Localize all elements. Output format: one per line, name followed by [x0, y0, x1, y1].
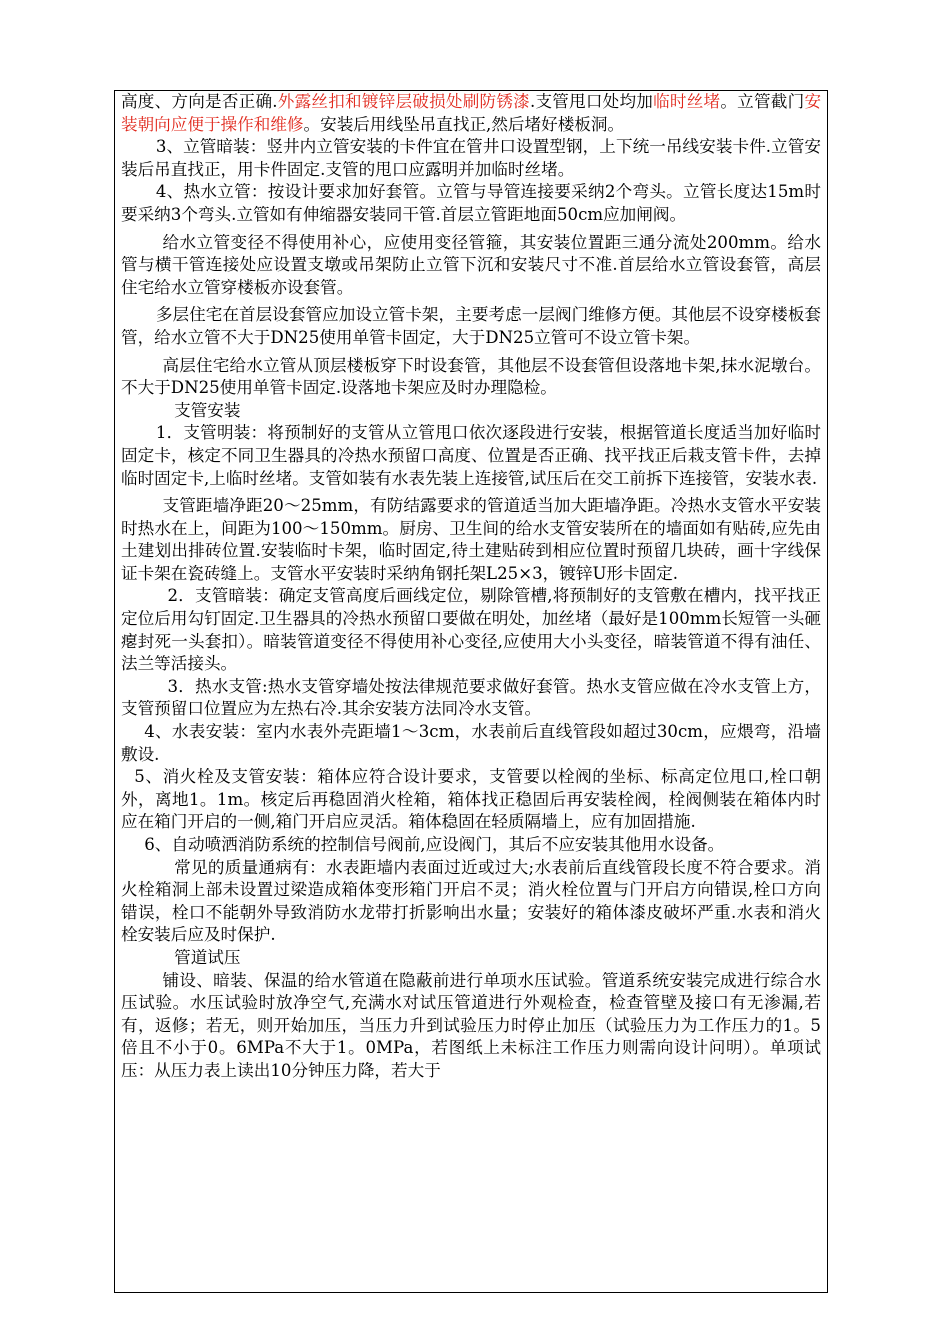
paragraph-common-defects: 常见的质量通病有：水表距墙内表面过近或过大;水表前后直线管段长度不符合要求。消火栓箱洞上部未设置过梁造成箱体变形箱门开启不灵；消火栓位置与门开启方向错误,栓口方向错误，栓口不能朝外导致消防水龙带打折影响出水量；安装好的箱体漆皮破坏严重.水表和消火栓安装后应及时保护. [121, 857, 821, 945]
text-segment: 。立管截门 [720, 92, 805, 111]
highlight-rust-paint: 外露丝扣和镀锌层破损处刷防锈漆 [277, 92, 530, 111]
heading-branch-install: 支管安装 [174, 400, 241, 420]
paragraph-branch-clearance: 支管距墙净距20～25mm，有防结露要求的管道适当加大距墙净距。冷热水支管水平安装时热水在上，间距为100～150mm。厨房、卫生间的给水支管安装所在的墙面如有贴砖,应先由土建划出排砖位置.安装临时卡架，临时固定,待土建贴砖到相应位置时预留几块砖，画十字线保证卡架在瓷砖缝上。支管水平安装时采纳角钢托架L25×3，镀锌U形卡固定. [121, 496, 821, 583]
paragraph-meter-install: 4、水表安装：室内水表外壳距墙1～3cm，水表前后直线管段如超过30cm，应煨弯，沿墙敷设. [121, 722, 821, 764]
highlight-valve-orientation: 安装朝向应便于操作和维修 [121, 92, 822, 134]
document-body [121, 91, 821, 1083]
text-segment: .支管甩口处均加 [529, 92, 654, 111]
page-frame [114, 90, 828, 1293]
paragraph-exposed-branch: 1．支管明装：将预制好的支管从立管甩口依次逐段进行安装，根据管道长度适当加好临时固定卡，核定不同卫生器具的冷热水预留口高度、位置是否正确、找平找正后栽支管卡件，去掉临时固定卡,上临时丝堵。支管如装有水表先装上连接管,试压后在交工前拆下连接管，安装水表. [121, 423, 821, 488]
text-segment: 。安装后用线坠吊直找正,然后堵好楼板洞。 [303, 114, 625, 134]
paragraph-highrise-sleeve: 高层住宅给水立管从顶层楼板穿下时设套管，其他层不设套管但设落地卡架,抹水泥墩台。不大于DN25使用单管卡固定.设落地卡架应及时办理隐检。 [121, 355, 821, 398]
paragraph-hot-water-riser: 4、热水立管：按设计要求加好套管。立管与导管连接要采纳2个弯头。立管长度达15m时要采纳3个弯头.立管如有伸缩器安装同干管.首层立管距地面50cm应加闸阀。 [121, 182, 821, 224]
paragraph-pressure-test: 铺设、暗装、保温的给水管道在隐蔽前进行单项水压试验。管道系统安装完成进行综合水压试验。水压试验时放净空气,充满水对试压管道进行外观检查，检查管壁及接口有无渗漏,若有，返修；若无，则开始加压，当压力升到试验压力时停止加压（试验压力为工作压力的1。5倍且不小于0。6MPa不大于1。0MPa，若图纸上未标注工作压力则需向设计问明）。单项试压：从压力表上读出10分钟压力降，若大于 [121, 970, 821, 1080]
text-segment: 高度、方向是否正确. [121, 92, 278, 111]
highlight-temp-plug: 临时丝堵 [653, 92, 721, 111]
paragraph-concealed-branch: 2．支管暗装：确定支管高度后画线定位，剔除管槽,将预制好的支管敷在槽内，找平找正定位后用勾钉固定.卫生器具的冷热水预留口要做在明处，加丝堵（最好是100mm长短管一头砸瘪封死一头套扣）。暗装管道变径不得使用补心变径,应使用大小头变径，暗装管道不得有油任、法兰等活接头。 [121, 586, 821, 674]
paragraph-hot-water-branch: 3．热水支管:热水支管穿墙处按法律规范要求做好套管。热水支管应做在冷水支管上方，支管预留口位置应为左热右冷.其余安装方法同冷水支管。 [121, 676, 821, 719]
paragraph-riser-reducer: 给水立管变径不得使用补心，应使用变径管箍，其安装位置距三通分流处200mm。给水管与横干管连接处应设置支墩或吊架防止立管下沉和安装尺寸不准.首层给水立管设套管，高层住宅给水立管穿楼板亦设套管。 [121, 232, 821, 297]
paragraph-hydrant-install: 5、消火栓及支管安装：箱体应符合设计要求，支管要以栓阀的坐标、标高定位甩口,栓口朝外，离地1。1m。核定后再稳固消火栓箱，箱体找正稳固后再安装栓阀，栓阀侧装在箱体内时应在箱门开启的一侧,箱门开启应灵活。箱体稳固在轻质隔墙上，应有加固措施. [121, 767, 821, 832]
paragraph-riser-check [121, 91, 821, 136]
heading-pressure-test: 管道试压 [174, 947, 241, 967]
paragraph-multistory-sleeve: 多层住宅在首层设套管应加设立管卡架，主要考虑一层阀门维修方便。其他层不设穿楼板套管，给水立管不大于DN25使用单管卡固定，大于DN25立管可不设立管卡架。 [121, 305, 821, 347]
paragraph-sprinkler-valve: 6、自动喷洒消防系统的控制信号阀前,应设阀门，其后不应安装其他用水设备。 [144, 835, 725, 854]
paragraph-concealed-riser: 3、立管暗装：竖井内立管安装的卡件宜在管井口设置型钢，上下统一吊线安装卡件.立管安装后吊直找正，用卡件固定.支管的甩口应露明并加临时丝堵。 [121, 137, 821, 179]
